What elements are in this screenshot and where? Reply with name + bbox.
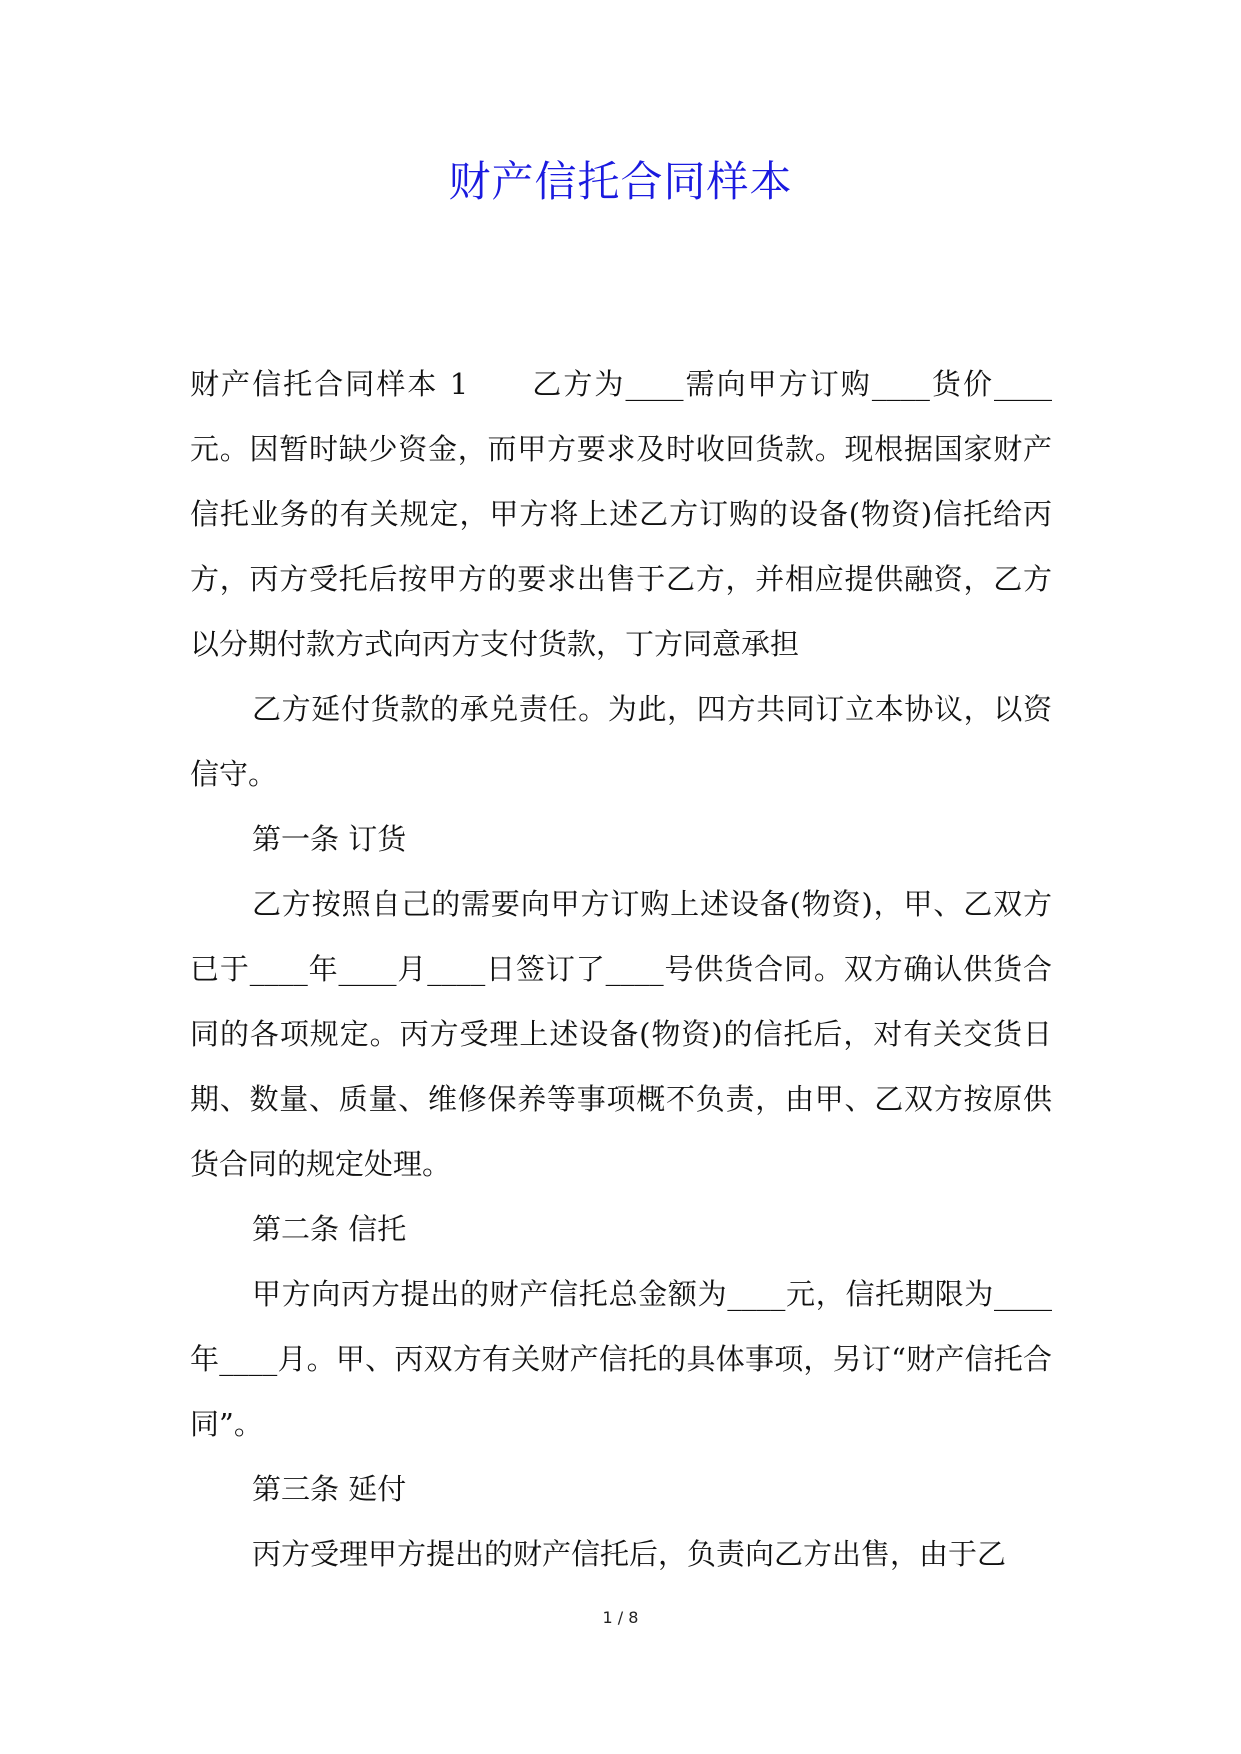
article-2-body: 甲方向丙方提出的财产信托总金额为____元，信托期限为____年____月。甲、丙双方有关财产信托的具体事项，另订“财产信托合同”。 — [190, 1277, 1052, 1441]
document-title: 财产信托合同样本 — [448, 157, 793, 206]
page-number: 1 / 8 — [602, 1608, 639, 1627]
article-2-heading: 第二条 信托 — [252, 1212, 407, 1246]
paragraph-intro-continued: 乙方延付货款的承兑责任。为此，四方共同订立本协议，以资信守。 — [190, 692, 1052, 791]
article-3-body: 丙方受理甲方提出的财产信托后，负责向乙方出售，由于乙 — [252, 1537, 1007, 1571]
article-1-heading: 第一条 订货 — [252, 822, 407, 856]
article-3-heading: 第三条 延付 — [252, 1472, 407, 1506]
paragraph-intro: 财产信托合同样本 1 乙方为____需向甲方订购____货价____元。因暂时缺少资金，而甲方要求及时收回货款。现根据国家财产信托业务的有关规定，甲方将上述乙方订购的设备(物资)信托给丙方，丙方受托后按甲方的要求出售于乙方，并相应提供融资，乙方以分期付款方式向丙方支付货款，丁方同意承担 — [190, 367, 1052, 661]
article-1-body: 乙方按照自己的需要向甲方订购上述设备(物资)，甲、乙双方已于____年____月____日签订了____号供货合同。双方确认供货合同的各项规定。丙方受理上述设备(物资)的信托后，对有关交货日期、数量、质量、维修保养等事项概不负责，由甲、乙双方按原供货合同的规定处理。 — [190, 887, 1052, 1181]
document-body — [190, 352, 1052, 1587]
